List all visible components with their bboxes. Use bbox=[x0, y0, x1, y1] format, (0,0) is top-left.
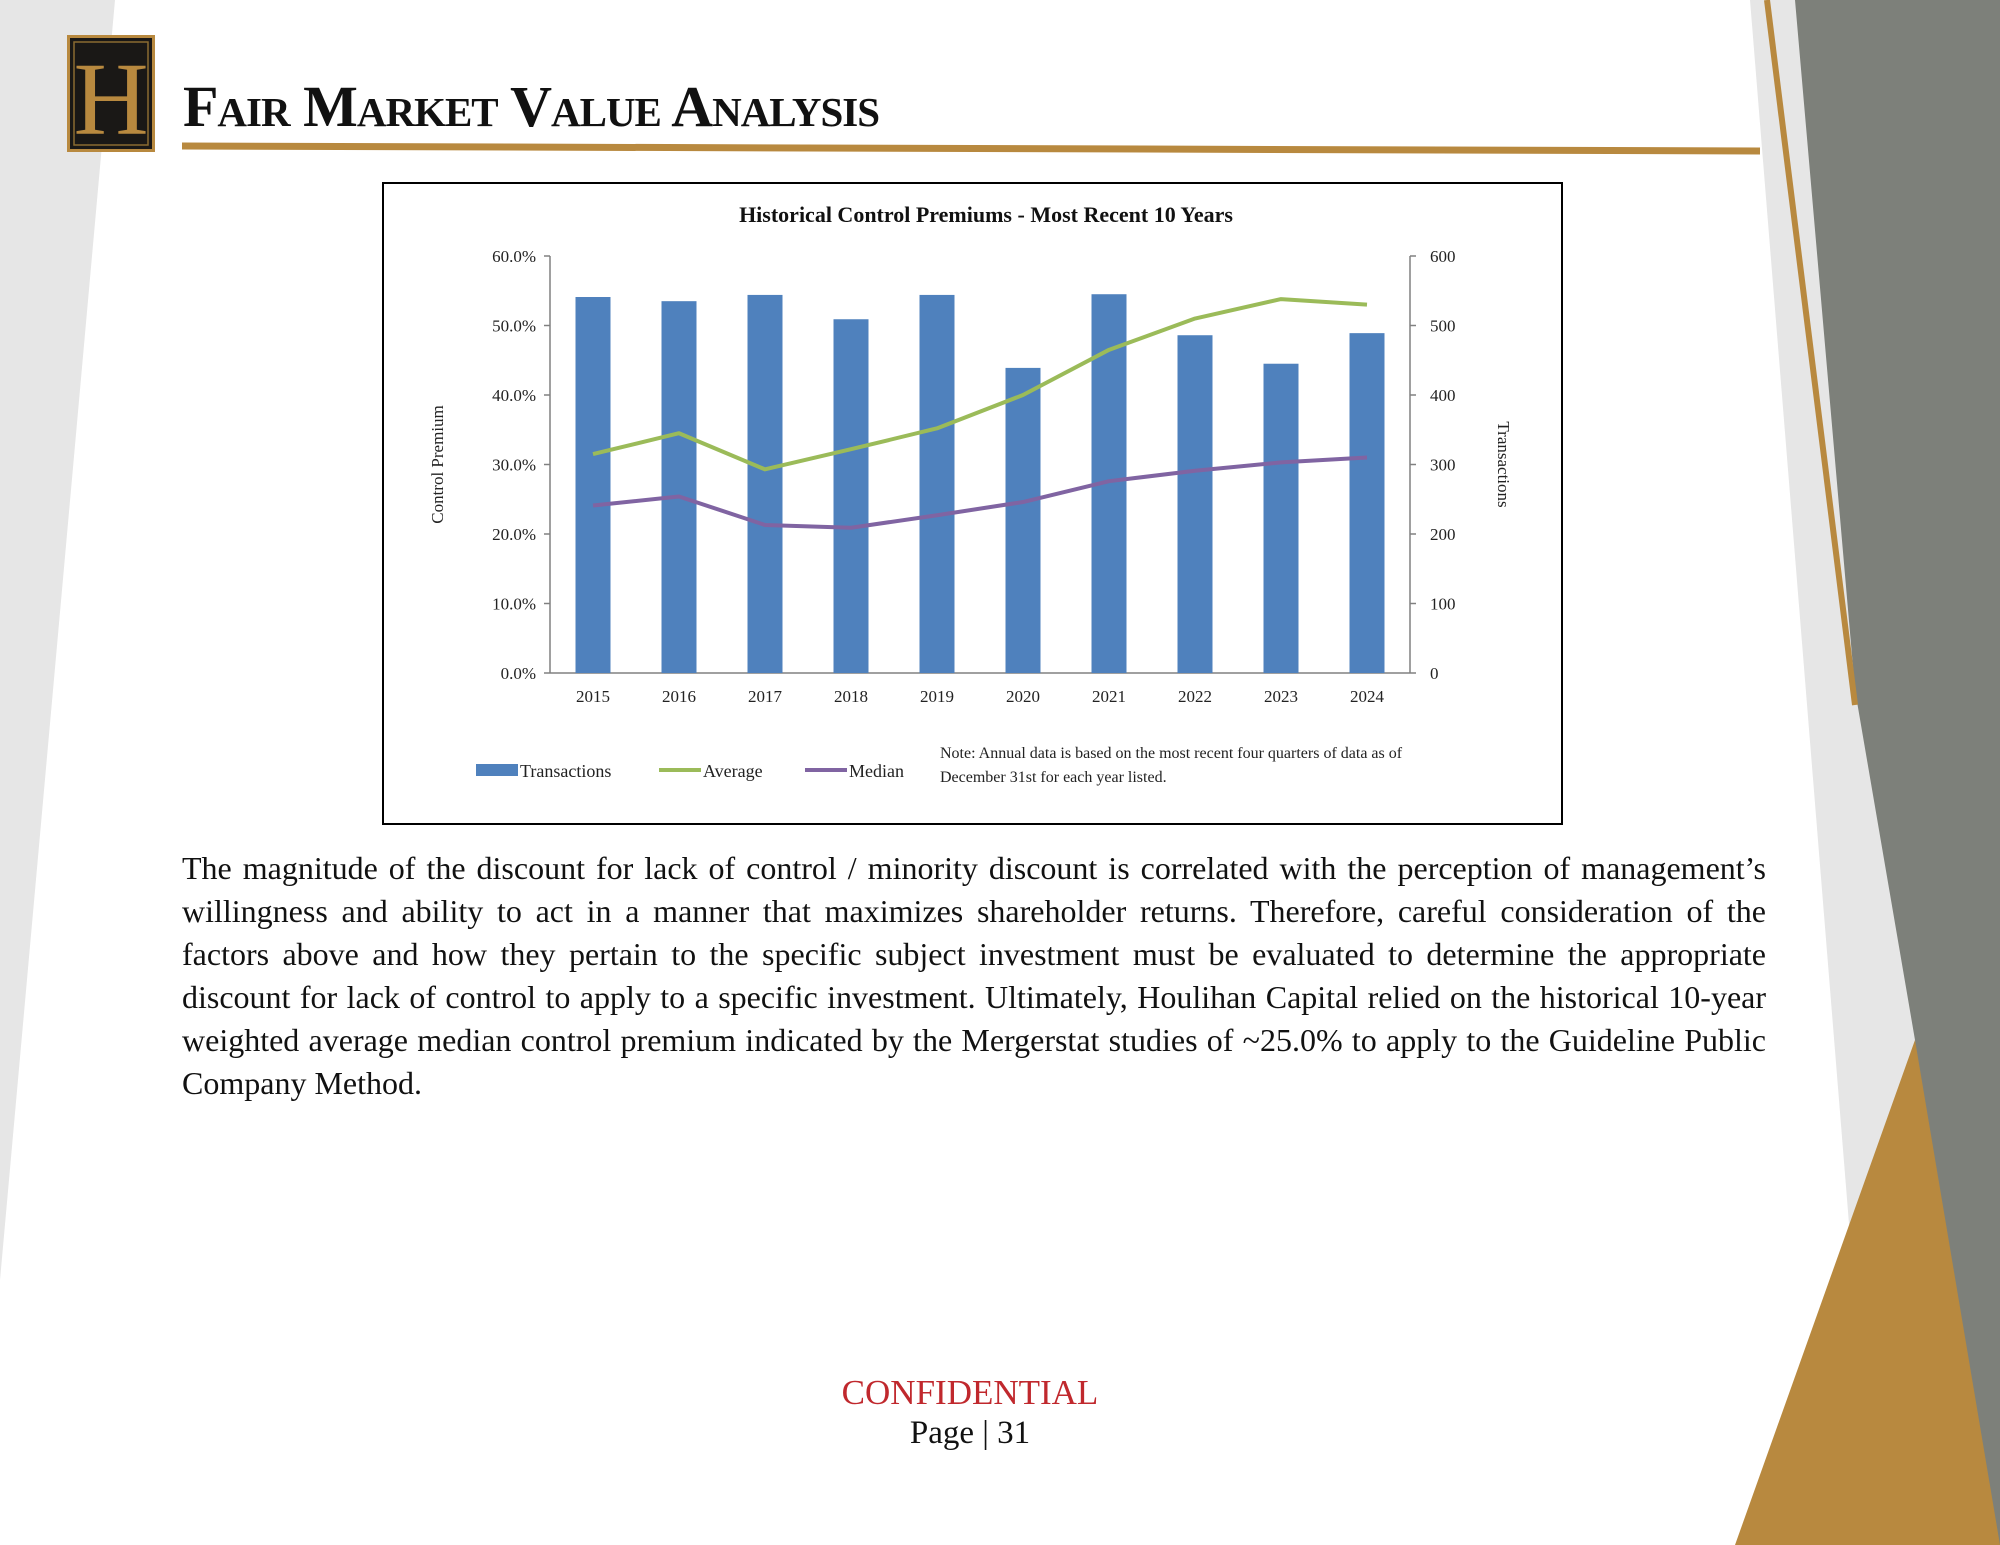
chart-frame bbox=[382, 182, 1563, 825]
transactions-bar bbox=[1350, 333, 1385, 673]
left-axis-tick-label: 0.0% bbox=[500, 664, 536, 683]
transactions-bar bbox=[920, 295, 955, 673]
chart-note-line: December 31st for each year listed. bbox=[940, 769, 1167, 786]
left-axis-tick-label: 40.0% bbox=[492, 386, 536, 405]
transactions-bar bbox=[1178, 335, 1213, 673]
x-axis-tick-label: 2024 bbox=[1350, 687, 1384, 706]
company-logo bbox=[67, 35, 155, 152]
transactions-bar bbox=[834, 319, 869, 673]
right-axis-tick-label: 300 bbox=[1430, 455, 1456, 475]
left-axis-tick-label: 10.0% bbox=[492, 594, 536, 614]
page-number: Page | 31 bbox=[909, 1415, 1031, 1451]
right-axis-tick-label: 200 bbox=[1430, 525, 1456, 544]
x-axis-tick-label: 2019 bbox=[920, 687, 954, 706]
median-line bbox=[593, 458, 1367, 528]
left-gray-band bbox=[0, 0, 115, 1280]
header-rule bbox=[182, 146, 1760, 151]
left-axis-tick-label: 60.0% bbox=[492, 247, 536, 266]
left-axis-tick-label: 50.0% bbox=[492, 316, 536, 336]
control-premium-chart bbox=[384, 184, 1561, 823]
transactions-bar bbox=[662, 301, 697, 673]
x-axis-tick-label: 2022 bbox=[1178, 687, 1212, 706]
legend-label-transactions: Transactions bbox=[520, 761, 612, 781]
right-axis-tick-label: 600 bbox=[1430, 247, 1456, 266]
right-axis-tick-label: 0 bbox=[1430, 664, 1439, 683]
transactions-bar bbox=[1264, 364, 1299, 673]
body-paragraph: The magnitude of the discount for lack of control / minority discount is correlated with the perception of management’s willingness and ability to act in a manner that maximizes shareholder returns. Therefore, careful consideration of the factors above and how they pertain to the specific subject investment must be evaluated to determine the appropriate discount for lack of control to apply to a specific investment. Ultimately, Houlihan Capital relied on the historical 10-year weighted average median control premium indicated by the Mergerstat studies of ~25.0% to apply to the Guideline Public Company Method. bbox=[182, 850, 1766, 1101]
x-axis-tick-label: 2017 bbox=[748, 687, 782, 706]
right-axis-tick-label: 100 bbox=[1430, 594, 1456, 614]
left-axis-tick-label: 20.0% bbox=[492, 525, 536, 544]
confidential-label: CONFIDENTIAL bbox=[841, 1373, 1099, 1412]
right-axis-title: Transactions bbox=[1494, 421, 1513, 508]
x-axis-tick-label: 2020 bbox=[1006, 687, 1040, 706]
right-axis-tick-label: 400 bbox=[1430, 386, 1456, 405]
logo-letter: H bbox=[73, 42, 149, 149]
x-axis-tick-label: 2016 bbox=[662, 687, 696, 706]
legend-label-average: Average bbox=[703, 761, 763, 781]
x-axis-tick-label: 2023 bbox=[1264, 687, 1298, 706]
x-axis-tick-label: 2021 bbox=[1092, 687, 1126, 706]
average-line bbox=[593, 299, 1367, 469]
chart-note-line: Note: Annual data is based on the most recent four quarters of data as of bbox=[940, 745, 1403, 762]
transactions-bar bbox=[576, 297, 611, 673]
legend-swatch-transactions bbox=[476, 764, 518, 776]
transactions-bar bbox=[748, 295, 783, 673]
page-title: Fair Market Value Analysis bbox=[183, 74, 880, 139]
right-axis-tick-label: 500 bbox=[1430, 316, 1456, 336]
transactions-bar bbox=[1006, 368, 1041, 673]
x-axis-tick-label: 2018 bbox=[834, 687, 868, 706]
chart-title: Historical Control Premiums - Most Recent 10 Years bbox=[739, 202, 1233, 227]
left-axis-title: Control Premium bbox=[428, 405, 447, 524]
left-axis-tick-label: 30.0% bbox=[492, 455, 536, 475]
x-axis-tick-label: 2015 bbox=[576, 687, 610, 706]
legend-label-median: Median bbox=[849, 761, 904, 781]
